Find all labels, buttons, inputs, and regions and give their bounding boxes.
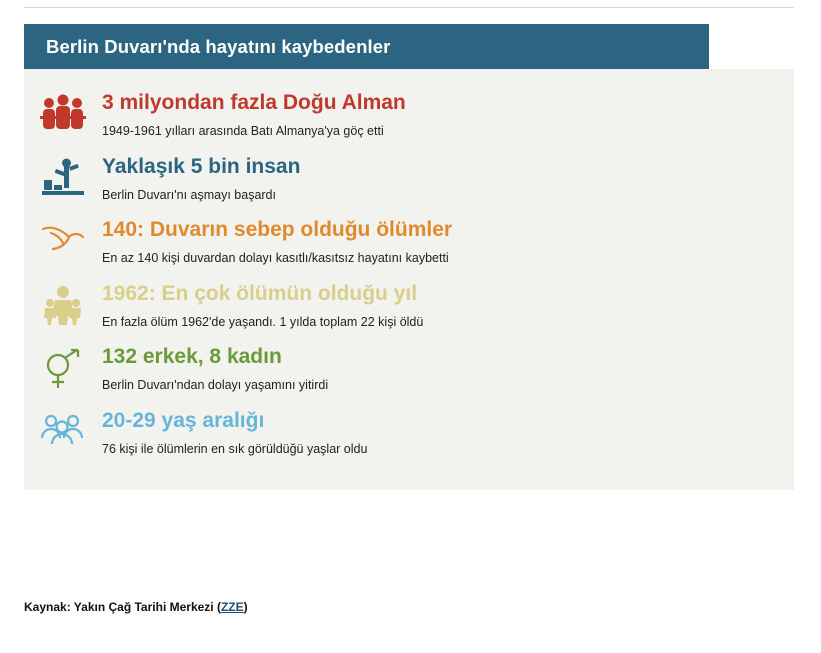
stat-text bbox=[102, 154, 794, 204]
stat-headline: 3 milyondan fazla Doğu Alman bbox=[102, 91, 406, 114]
list-item bbox=[24, 147, 794, 211]
source-note bbox=[24, 600, 248, 614]
falling-bird-icon bbox=[24, 217, 102, 255]
source-close-paren: ) bbox=[243, 600, 248, 614]
stat-headline: 20-29 yaş aralığı bbox=[102, 408, 265, 432]
stat-subtext: 76 kişi ile ölümlerin en sık görüldüğü yaşlar oldu bbox=[102, 441, 368, 456]
stat-headline: 1962: En çok ölümün olduğu yıl bbox=[102, 281, 418, 305]
stat-text bbox=[102, 344, 794, 394]
stat-text bbox=[102, 217, 794, 267]
three-people-icon bbox=[24, 408, 102, 446]
stat-subtext: Berlin Duvarı'ndan dolayı yaşamını yitirdi bbox=[102, 378, 329, 393]
list-item bbox=[24, 401, 794, 465]
stat-headline: Yaklaşık 5 bin insan bbox=[102, 154, 301, 178]
page-title: Berlin Duvarı'nda hayatını kaybedenler bbox=[46, 35, 391, 57]
stat-subtext: En fazla ölüm 1962'de yaşandı. 1 yılda toplam 22 kişi öldü bbox=[102, 314, 424, 329]
crowd-people-icon bbox=[24, 90, 102, 134]
top-divider bbox=[24, 7, 794, 8]
list-item bbox=[24, 83, 794, 147]
stat-subtext: En az 140 kişi duvardan dolayı kasıtlı/kasıtsız hayatını kaybetti bbox=[102, 251, 449, 266]
stat-headline: 132 erkek, 8 kadın bbox=[102, 345, 282, 368]
list-item bbox=[24, 337, 794, 401]
gender-symbols-icon bbox=[24, 344, 102, 390]
infographic-card bbox=[24, 24, 794, 490]
source-link[interactable]: ZZE bbox=[220, 600, 244, 614]
stat-text bbox=[102, 408, 794, 458]
infographic-body bbox=[24, 69, 794, 490]
list-item bbox=[24, 274, 794, 338]
person-climbing-wall-icon bbox=[24, 154, 102, 198]
source-label: Kaynak: Yakın Çağ Tarihi Merkezi ( bbox=[24, 600, 221, 614]
stat-headline: 140: Duvarın sebep olduğu ölümler bbox=[102, 218, 453, 241]
family-group-icon bbox=[24, 281, 102, 325]
stat-text bbox=[102, 281, 794, 331]
stat-text bbox=[102, 90, 794, 140]
stat-subtext: 1949-1961 yılları arasında Batı Almanya'ya göç etti bbox=[102, 124, 384, 139]
list-item bbox=[24, 210, 794, 274]
stat-subtext: Berlin Duvarı'nı aşmayı başardı bbox=[102, 187, 276, 202]
infographic-header bbox=[24, 24, 709, 69]
